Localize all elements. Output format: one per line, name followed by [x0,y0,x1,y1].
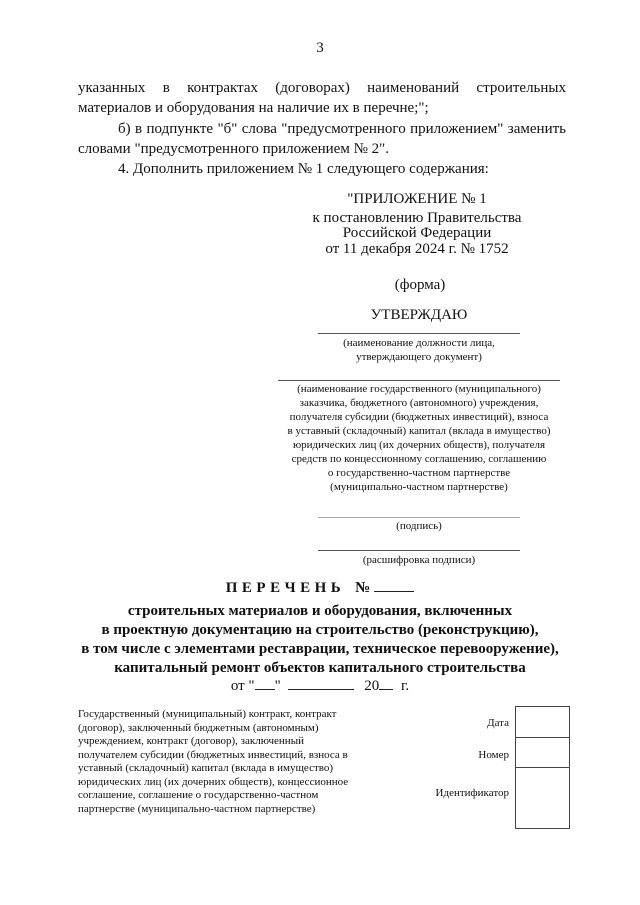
date-prefix: от " [230,678,255,694]
contract-line: учреждением, контракт (договор), заключенный [78,735,304,747]
intro-line-5: 4. Дополнить приложением № 1 следующего содержания: [118,161,489,177]
identifier-field[interactable] [515,767,570,829]
position-caption-1: (наименование должности лица, [343,337,495,349]
contract-line: (договор), заключенный бюджетным (автономным) [78,721,319,734]
date-field[interactable] [515,706,570,738]
organization-caption [262,382,576,494]
org-caption-line: заказчика, бюджетного (автономного) учреждения, [299,397,539,409]
list-subtitle [60,602,580,678]
contract-description [78,708,378,816]
label-date: Дата [487,717,509,729]
appendix-line-2: Российской Федерации [342,225,492,241]
form-label: (форма) [394,277,446,293]
org-caption-line: (муниципально-частном партнерстве) [330,481,508,493]
year-suffix: г. [400,678,410,694]
intro-line-3: б) в подпункте "б" слова "предусмотренного приложением" заменить [118,121,566,137]
org-caption-line: получателя субсидии (бюджетных инвестиций), взноса [289,411,549,423]
month-blank [288,676,354,690]
signature-caption: (подпись) [396,520,442,532]
approve-title: УТВЕРЖДАЮ [370,307,468,323]
list-title [0,578,640,597]
intro-line-1: указанных в контрактах (договорах) наименований строительных [78,80,566,96]
list-subtitle-line-2: в проектную документацию на строительство (реконструкцию), [101,622,539,638]
day-blank [255,676,275,690]
org-caption-line: в уставный (складочный) капитал (вклада в имущество) [287,425,551,437]
org-caption-line: юридических лиц (их дочерних обществ), получателя [292,439,546,451]
contract-line: Государственный (муниципальный) контракт, контракт [78,708,337,720]
page-number: 3 [316,40,324,56]
list-date [0,676,640,695]
contract-line: уставный (складочный) капитал (вклада в имущество) [78,762,334,774]
decoding-caption: (расшифровка подписи) [362,554,476,566]
org-caption-line: о государственно-частном партнерстве [327,467,511,479]
organization-line [278,380,560,381]
contract-line: соглашение, соглашение о государственно-частном [78,789,319,801]
appendix-line-3: от 11 декабря 2024 г. № 1752 [325,241,509,257]
signature-line [318,517,520,518]
org-caption-line: (наименование государственного (муниципального) [297,383,541,395]
label-identifier: Идентификатор [435,787,509,799]
contract-line: получателем субсидии (бюджетных инвестиций, взноса в [78,748,348,761]
contract-line: партнерстве (муниципально-частном партнерстве) [78,802,316,815]
decoding-line [318,550,520,551]
list-subtitle-line-3: в том числе с элементами реставрации, техническое перевооружение), [81,641,559,657]
year-prefix: 20 [364,678,380,694]
label-number: Номер [478,749,509,761]
list-subtitle-line-1: строительных материалов и оборудования, включенных [127,603,513,619]
list-subtitle-line-4: капитальный ремонт объектов капитального строительства [114,660,526,676]
list-title-word: ПЕРЕЧЕНЬ [225,580,346,596]
list-number-blank [374,578,414,592]
appendix-line-1: к постановлению Правительства [312,210,522,226]
position-line [318,333,520,334]
contract-line: юридических лиц (их дочерних обществ), концессионное [78,775,349,788]
date-quote: " [274,678,281,694]
intro-line-4: словами "предусмотренного приложением № 2". [78,141,390,157]
appendix-title: "ПРИЛОЖЕНИЕ № 1 [347,191,487,207]
intro-line-2: материалов и оборудования на наличие их в перечне;"; [78,100,429,116]
org-caption-line: средств по концессионному соглашению, соглашению [291,453,547,465]
list-title-number-sign: № [355,580,371,596]
position-caption-2: утверждающего документ) [356,351,482,363]
year-blank [379,676,393,690]
number-field[interactable] [515,737,570,768]
